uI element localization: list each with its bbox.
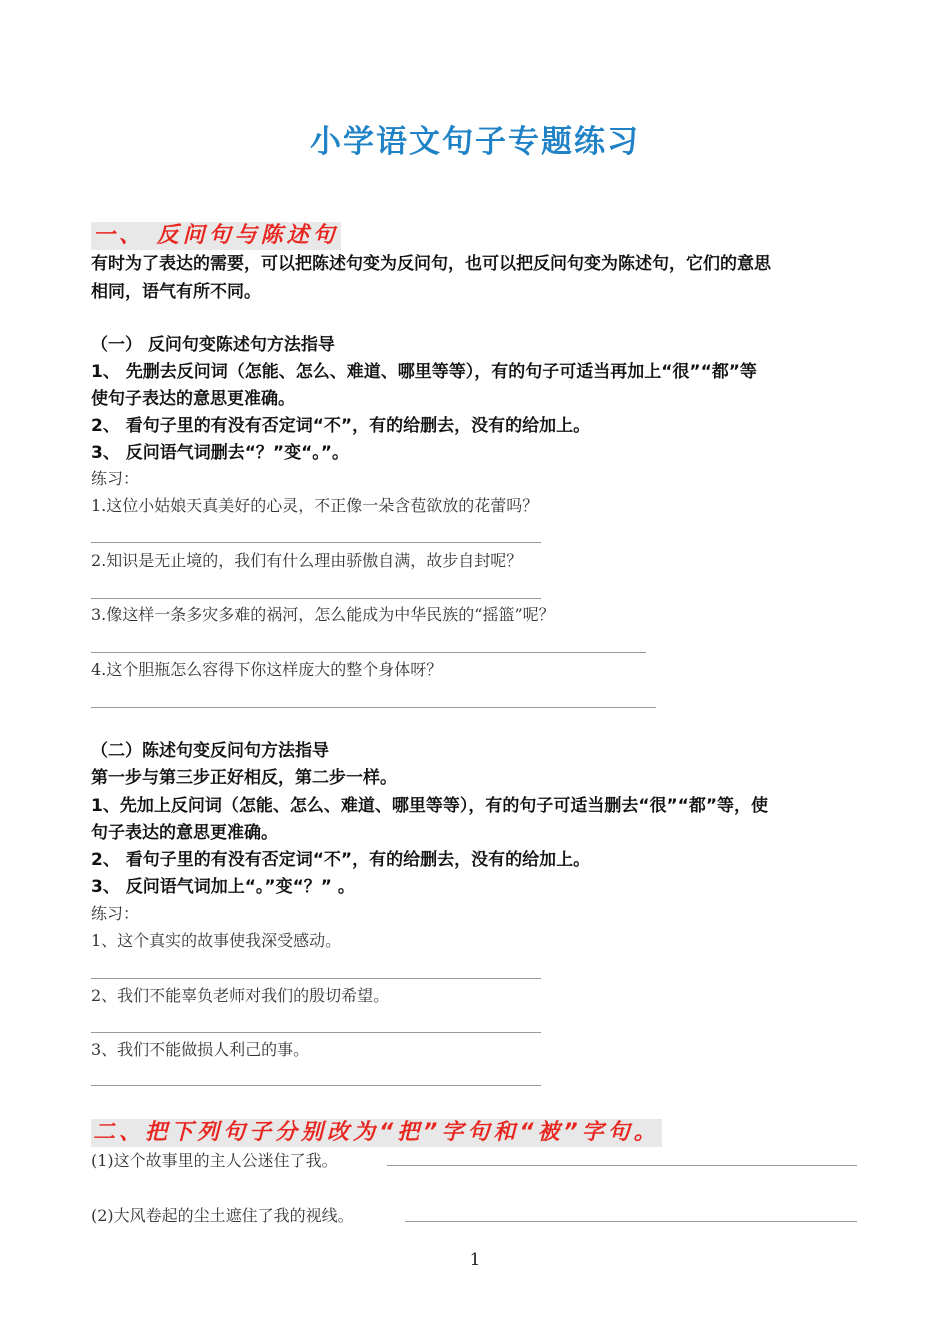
part-2-step-1a: 1、先加上反问词（怎能、怎么、难道、哪里等等），有的句子可适当删去“很”“都”等，使 — [91, 796, 769, 816]
part-1-heading: （一） 反问句变陈述句方法指导 — [91, 335, 335, 355]
answer-line — [91, 978, 541, 979]
part-2-note: 第一步与第三步正好相反，第二步一样。 — [91, 768, 397, 788]
answer-line — [91, 652, 646, 653]
part-1-step-2: 2、 看句子里的有没有否定词“不”，有的给删去，没有的给加上。 — [91, 416, 591, 436]
section-2-item-2: (2)大风卷起的尘土遮住了我的视线。 — [91, 1206, 354, 1225]
answer-line — [91, 707, 656, 708]
answer-line — [387, 1165, 857, 1166]
page-title: 小学语文句子专题练习 — [310, 124, 640, 160]
part-1-question-3: 3.像这样一条多灾多难的祸河，怎么能成为中华民族的“摇篮”呢？ — [91, 605, 555, 624]
section-1-heading: 一、 反问句与陈述句 — [93, 223, 339, 248]
part-2-question-1: 1、这个真实的故事使我深受感动。 — [91, 931, 342, 950]
part-2-heading: （二）陈述句变反问句方法指导 — [91, 741, 329, 761]
page-number: 1 — [469, 1250, 481, 1270]
part-1-practice-label: 练习： — [91, 469, 140, 488]
section-1-intro-line-1: 有时为了表达的需要，可以把陈述句变为反问句，也可以把反问句变为陈述句，它们的意思 — [91, 254, 771, 274]
answer-line — [91, 598, 541, 599]
part-1-step-3: 3、 反问语气词删去“？”变“。”。 — [91, 443, 349, 463]
answer-line — [91, 1085, 541, 1086]
answer-line — [91, 1032, 541, 1033]
part-2-step-1b: 句子表达的意思更准确。 — [91, 823, 278, 843]
part-1-question-2: 2.知识是无止境的，我们有什么理由骄傲自满，故步自封呢？ — [91, 551, 523, 570]
part-1-question-4: 4.这个胆瓶怎么容得下你这样庞大的整个身体呀？ — [91, 660, 443, 679]
part-2-step-2: 2、 看句子里的有没有否定词“不”，有的给删去，没有的给加上。 — [91, 850, 591, 870]
part-2-question-2: 2、我们不能辜负老师对我们的殷切希望。 — [91, 986, 390, 1005]
part-2-step-3: 3、 反问语气词加上“。”变“？” 。 — [91, 877, 355, 897]
answer-line — [91, 542, 541, 543]
part-1-step-1a: 1、 先删去反问词（怎能、怎么、难道、哪里等等），有的句子可适当再加上“很”“都”等 — [91, 362, 757, 382]
section-2-item-1: (1)这个故事里的主人公迷住了我。 — [91, 1151, 338, 1170]
part-1-question-1: 1.这位小姑娘天真美好的心灵，不正像一朵含苞欲放的花蕾吗？ — [91, 496, 539, 515]
part-2-practice-label: 练习： — [91, 904, 140, 923]
part-1-step-1b: 使句子表达的意思更准确。 — [91, 389, 295, 409]
section-1-intro-line-2: 相同，语气有所不同。 — [91, 282, 261, 302]
section-2-heading: 二、把下列句子分别改为“把”字句和“被”字句。 — [93, 1120, 660, 1145]
answer-line — [405, 1221, 857, 1222]
part-2-question-3: 3、我们不能做损人利己的事。 — [91, 1040, 310, 1059]
